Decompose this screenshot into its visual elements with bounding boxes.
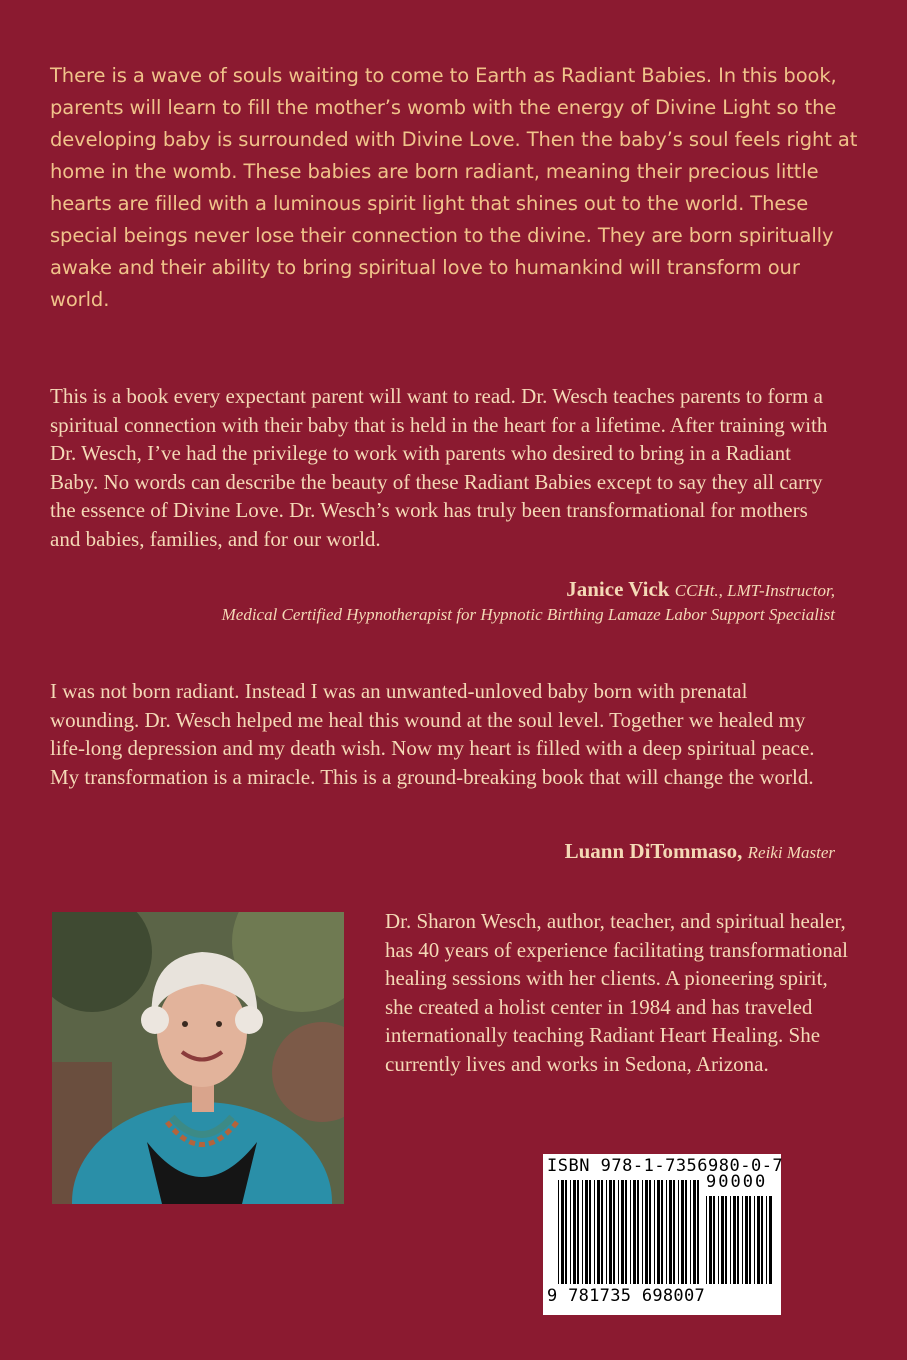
barcode-bar: [613, 1180, 615, 1284]
barcode-bar: [678, 1180, 679, 1284]
barcode-number: 9 781735 698007: [547, 1286, 706, 1306]
barcode-bar: [681, 1180, 684, 1284]
barcode-bar: [630, 1180, 631, 1284]
barcode-bar: [737, 1196, 739, 1284]
barcode-bar: [761, 1196, 763, 1284]
barcode-bar: [654, 1180, 655, 1284]
barcode-bar: [730, 1196, 731, 1284]
barcode-bar: [657, 1180, 660, 1284]
barcode-bar: [589, 1180, 591, 1284]
barcode-bar: [666, 1180, 667, 1284]
barcode-bar: [582, 1180, 583, 1284]
barcode-bar: [718, 1196, 719, 1284]
barcode-bar: [725, 1196, 727, 1284]
barcode-bar: [661, 1180, 663, 1284]
barcode-bar: [561, 1180, 564, 1284]
barcode-bar: [609, 1180, 612, 1284]
testimonial-author-role: Reiki Master: [747, 843, 835, 862]
barcode-bar: [621, 1180, 624, 1284]
barcode-bar: [709, 1196, 712, 1284]
testimonial-attribution: [566, 577, 835, 602]
testimonial-text: I was not born radiant. Instead I was an unwanted-unloved baby born with prenatal wounding. Dr. Wesch helped me heal this wound at the soul level. Together we healed my life-long depression and my death wish. Now my heart is filled with a deep spiritual peace. My transformation is a miracle. This is a ground-breaking book that will change the world.: [50, 679, 815, 789]
barcode-bars: [558, 1180, 700, 1284]
barcode-bar: [769, 1196, 772, 1284]
barcode-bar: [642, 1180, 643, 1284]
barcode-bar: [645, 1180, 648, 1284]
testimonial-author-credentials: CCHt., LMT-Instructor,: [674, 581, 835, 600]
barcode-bar: [625, 1180, 627, 1284]
barcode-bar: [594, 1180, 595, 1284]
book-blurb: There is a wave of souls waiting to come to Earth as Radiant Babies. In this book, parents will learn to fill the mother’s womb with the energy of Divine Light so the developing baby is surrounded with Divine Love. Then the baby’s soul feels right at home in the womb. These babies are born radiant, meaning their precious little hearts are filled with a luminous spirit light that shines out to the world. These special beings never lose their connection to the divine. They are born spiritually awake and their ability to bring spiritual love to humankind will transform our world.: [50, 64, 858, 311]
barcode-bar: [721, 1196, 724, 1284]
barcode-bar: [706, 1196, 707, 1284]
barcode-bar: [733, 1196, 736, 1284]
barcode-bar: [633, 1180, 636, 1284]
isbn-label: ISBN 978-1-7356980-0-7: [547, 1156, 784, 1176]
barcode-bar: [685, 1180, 687, 1284]
testimonial-author-name: Luann DiTommaso,: [564, 839, 743, 863]
barcode-addon-bars: [706, 1196, 772, 1284]
barcode-bar: [693, 1180, 696, 1284]
barcode-bar: [669, 1180, 672, 1284]
barcode-bar: [649, 1180, 651, 1284]
barcode-bar: [754, 1196, 755, 1284]
barcode-bar: [749, 1196, 751, 1284]
barcode-bar: [757, 1196, 760, 1284]
barcode-bar: [690, 1180, 691, 1284]
barcode-bar: [558, 1180, 559, 1284]
barcode-addon-number: 90000: [706, 1172, 768, 1192]
barcode-bar: [618, 1180, 619, 1284]
barcode-bar: [673, 1180, 675, 1284]
author-portrait-illustration: [52, 912, 344, 1204]
barcode-bar: [570, 1180, 571, 1284]
barcode-bar: [745, 1196, 748, 1284]
barcode-bar: [573, 1180, 576, 1284]
testimonial-attribution: [565, 839, 835, 864]
testimonial-author-role: Medical Certified Hypnotherapist for Hypnotic Birthing Lamaze Labor Support Specialist: [221, 605, 835, 624]
barcode-bar: [585, 1180, 588, 1284]
barcode-bar: [565, 1180, 567, 1284]
author-photo: [52, 912, 344, 1204]
barcode-bar: [766, 1196, 767, 1284]
author-bio: Dr. Sharon Wesch, author, teacher, and spiritual healer, has 40 years of experience facilitating transformational healing sessions with her clients. A pioneering spirit, she created a holist center in 1984 and has traveled internationally teaching Radiant Heart Healing. She currently lives and works in Sedona, Arizona.: [385, 909, 848, 1076]
barcode-bar: [713, 1196, 715, 1284]
barcode-bar: [742, 1196, 743, 1284]
barcode-bar: [637, 1180, 639, 1284]
testimonial-author-name: Janice Vick: [566, 577, 670, 601]
testimonial-text: This is a book every expectant parent will want to read. Dr. Wesch teaches parents to form a spiritual connection with their baby that is held in the heart for a lifetime. After training with Dr. Wesch, I’ve had the privilege to work with parents who desired to bring in a Radiant Baby. No words can describe the beauty of these Radiant Babies except to say they all carry the essence of Divine Love. Dr. Wesch’s work has truly been transformational for mothers and babies, families, and for our world.: [50, 384, 828, 551]
barcode-bar: [577, 1180, 579, 1284]
barcode-bar: [601, 1180, 603, 1284]
barcode-bar: [597, 1180, 600, 1284]
barcode-bar: [697, 1180, 699, 1284]
barcode-bar: [606, 1180, 607, 1284]
